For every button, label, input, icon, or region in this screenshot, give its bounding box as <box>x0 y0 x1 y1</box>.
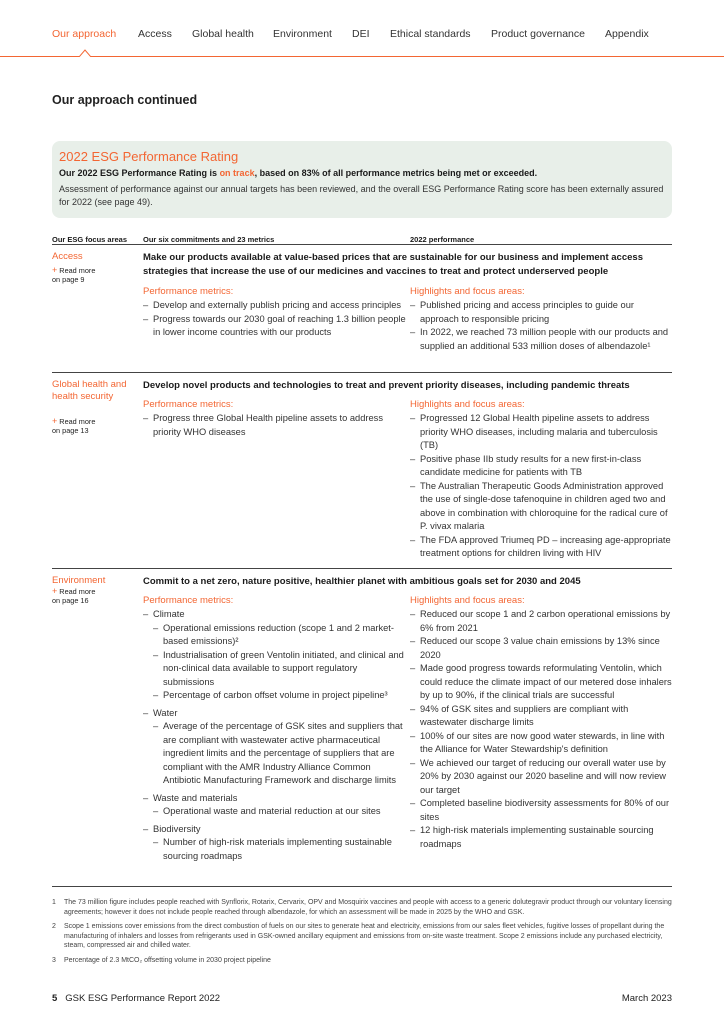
nav-tab-dei[interactable]: DEI <box>352 28 370 40</box>
plus-icon: + <box>52 265 58 275</box>
plus-icon: + <box>52 416 58 426</box>
list-item: – We achieved our target of reducing our overall water use by 20% by 2030 against our 2020 baseline and will now review our target <box>410 757 672 798</box>
nav-tab-product-governance[interactable]: Product governance <box>491 28 585 40</box>
footnote: 1 The 73 million figure includes people reached with Synflorix, Rotarix, Cervarix, OPV and Mosquirix vaccines and people with access to a generic dolutegravir product through our voluntary licensing agreements; however it does not include people reached through albendazole, for which an assessment will be made in 2025 by the WHO and GSK. <box>52 899 672 916</box>
list-item: – Operational waste and material reduction at our sites <box>143 805 408 819</box>
section-global-health <box>52 373 672 569</box>
read-more-environment[interactable]: + Read more on page 16 <box>52 586 96 605</box>
highlights-heading: Highlights and focus areas: <box>410 595 525 606</box>
list-item: – 12 high-risk materials implementing sustainable sourcing roadmaps <box>410 824 672 851</box>
nav-tab-global-health[interactable]: Global health <box>192 28 254 40</box>
rating-status: on track <box>219 168 255 178</box>
list-item: – The Australian Therapeutic Goods Administration approved the use of single-dose tafenoquine in children aged two and above in combination with chloroquine for the radical cure of P. vivax malaria <box>410 480 672 534</box>
list-item: – Reduced our scope 3 value chain emissions by 13% since 2020 <box>410 635 672 662</box>
list-item: – Completed baseline biodiversity assessments for 80% of our sites <box>410 797 672 824</box>
nav-tab-access[interactable]: Access <box>138 28 172 40</box>
page-number: 5 <box>52 993 58 1004</box>
read-more-access[interactable]: + Read more on page 9 <box>52 265 96 284</box>
nav-tab-appendix[interactable]: Appendix <box>605 28 649 40</box>
section-access <box>52 245 672 373</box>
rating-title: 2022 ESG Performance Rating <box>59 149 239 164</box>
commitment-environment: Commit to a net zero, nature positive, healthier planet with ambitious goals set for 2030 and 2045 <box>143 576 581 587</box>
list-item: – Develop and externally publish pricing and access principles <box>143 299 408 313</box>
nav-tab-environment[interactable]: Environment <box>273 28 332 40</box>
list-item: – 94% of GSK sites and suppliers are compliant with wastewater discharge limits <box>410 703 672 730</box>
page-footer <box>52 993 672 1004</box>
plus-icon: + <box>52 586 58 596</box>
esg-focus-table <box>52 230 672 887</box>
metric-group-climate: – Climate <box>143 608 408 622</box>
commitment-access: Make our products available at value-based prices that are sustainable for our business and implement access strategies that increase the use of our medicines and vaccines to treat and protect underserved people <box>143 252 643 277</box>
read-more-global-health[interactable]: + Read more on page 13 <box>52 416 96 435</box>
rating-description: Assessment of performance against our annual targets has been reviewed, and the overall ESG Performance Rating score has been externally assured for 2022 (see page 49). <box>59 184 664 207</box>
area-label-access: Access <box>52 251 83 262</box>
list-item: – Operational emissions reduction (scope 1 and 2 market-based emissions)² <box>143 622 408 649</box>
rating-summary <box>59 168 665 178</box>
top-navigation <box>0 0 724 57</box>
metric-group-biodiversity: – Biodiversity <box>143 823 408 837</box>
metrics-list-global-health <box>143 412 408 439</box>
list-item: – Percentage of carbon offset volume in project pipeline³ <box>143 689 408 703</box>
header-commitments: Our six commitments and 23 metrics <box>143 235 275 244</box>
list-item: – 100% of our sites are now good water stewards, in line with the Alliance for Water Stewardship's definition <box>410 730 672 757</box>
list-item: – Reduced our scope 1 and 2 carbon operational emissions by 6% from 2021 <box>410 608 672 635</box>
rating-summary-a: Our 2022 ESG Performance Rating is <box>59 168 220 178</box>
list-item: – Published pricing and access principles to guide our approach to responsible pricing <box>410 299 672 326</box>
esg-rating-panel <box>52 141 672 218</box>
rating-summary-b: , based on 83% of all performance metrics being met or exceeded. <box>254 168 538 178</box>
metric-group-water: – Water <box>143 707 408 721</box>
active-tab-indicator-icon <box>79 49 91 57</box>
header-performance: 2022 performance <box>410 235 475 244</box>
area-label-environment: Environment <box>52 575 106 586</box>
highlights-list-environment <box>410 608 672 851</box>
highlights-list-global-health <box>410 412 672 561</box>
list-item: – Progress towards our 2030 goal of reaching 1.3 billion people in lower income countries with our products <box>143 313 408 340</box>
list-item: – Average of the percentage of GSK sites and suppliers that are compliant with wastewater active pharmaceutical ingredient limits and the percentage of suppliers that are compliant with the AMR Industry Alliance Common Antibiotic Manufacturing Framework and discharge limits <box>143 720 408 788</box>
footnote: 2 Scope 1 emissions cover emissions from the direct combustion of fuels on our sites to generate heat and electricity, emissions from our sales fleet vehicles, fugitive losses of propellant during the manufacturing of inhalers and losses from refrigerants used in GSK-owned ancillary equipment and emissions from on-site waste treatment. Scope 2 emissions include any purchased electricity, steam, compressed air and chilled water. <box>52 923 665 949</box>
footnotes <box>52 898 672 970</box>
list-item: – Made good progress towards reformulating Ventolin, which could reduce the climate impact of our metered dose inhalers by up to 90%, if the clinical trials are successful <box>410 662 672 703</box>
list-item: – Progress three Global Health pipeline assets to address priority WHO diseases <box>143 412 408 439</box>
header-focus-areas: Our ESG focus areas <box>52 235 128 244</box>
nav-tab-our-approach[interactable]: Our approach <box>52 28 117 40</box>
metrics-heading: Performance metrics: <box>143 286 234 297</box>
highlights-heading: Highlights and focus areas: <box>410 286 525 297</box>
list-item: – Number of high-risk materials implementing sustainable sourcing roadmaps <box>143 836 408 863</box>
table-header <box>52 230 672 245</box>
highlights-list-access <box>410 299 672 353</box>
list-item: – Industrialisation of green Ventolin initiated, and clinical and non-clinical data available to support regulatory submissions <box>143 649 408 690</box>
list-item: – Positive phase IIb study results for a new first-in-class candidate medicine for patients with TB <box>410 453 672 480</box>
commitment-global-health: Develop novel products and technologies to treat and prevent priority diseases, including pandemic threats <box>143 380 630 391</box>
list-item: – Progressed 12 Global Health pipeline assets to address priority WHO diseases, including malaria and tuberculosis (TB) <box>410 412 672 453</box>
metrics-heading: Performance metrics: <box>143 595 234 606</box>
highlights-heading: Highlights and focus areas: <box>410 399 525 410</box>
list-item: – In 2022, we reached 73 million people with our products and supplied an additional 533 million doses of albendazole¹ <box>410 326 672 353</box>
metrics-list-access <box>143 299 408 340</box>
footnote: 3 Percentage of 2.3 MtCO₂ offsetting volume in 2030 project pipeline <box>52 956 271 964</box>
page-title: Our approach continued <box>52 93 198 107</box>
metrics-list-environment <box>143 608 408 863</box>
nav-tab-ethical-standards[interactable]: Ethical standards <box>390 28 471 40</box>
metric-group-waste: – Waste and materials <box>143 792 408 806</box>
report-date: March 2023 <box>621 993 672 1004</box>
section-environment <box>52 569 672 887</box>
metrics-heading: Performance metrics: <box>143 399 234 410</box>
report-title: GSK ESG Performance Report 2022 <box>65 993 221 1004</box>
area-label-global-health: Global health and health security <box>52 379 127 402</box>
list-item: – The FDA approved Triumeq PD – increasing age-appropriate treatment options for children living with HIV <box>410 534 672 561</box>
